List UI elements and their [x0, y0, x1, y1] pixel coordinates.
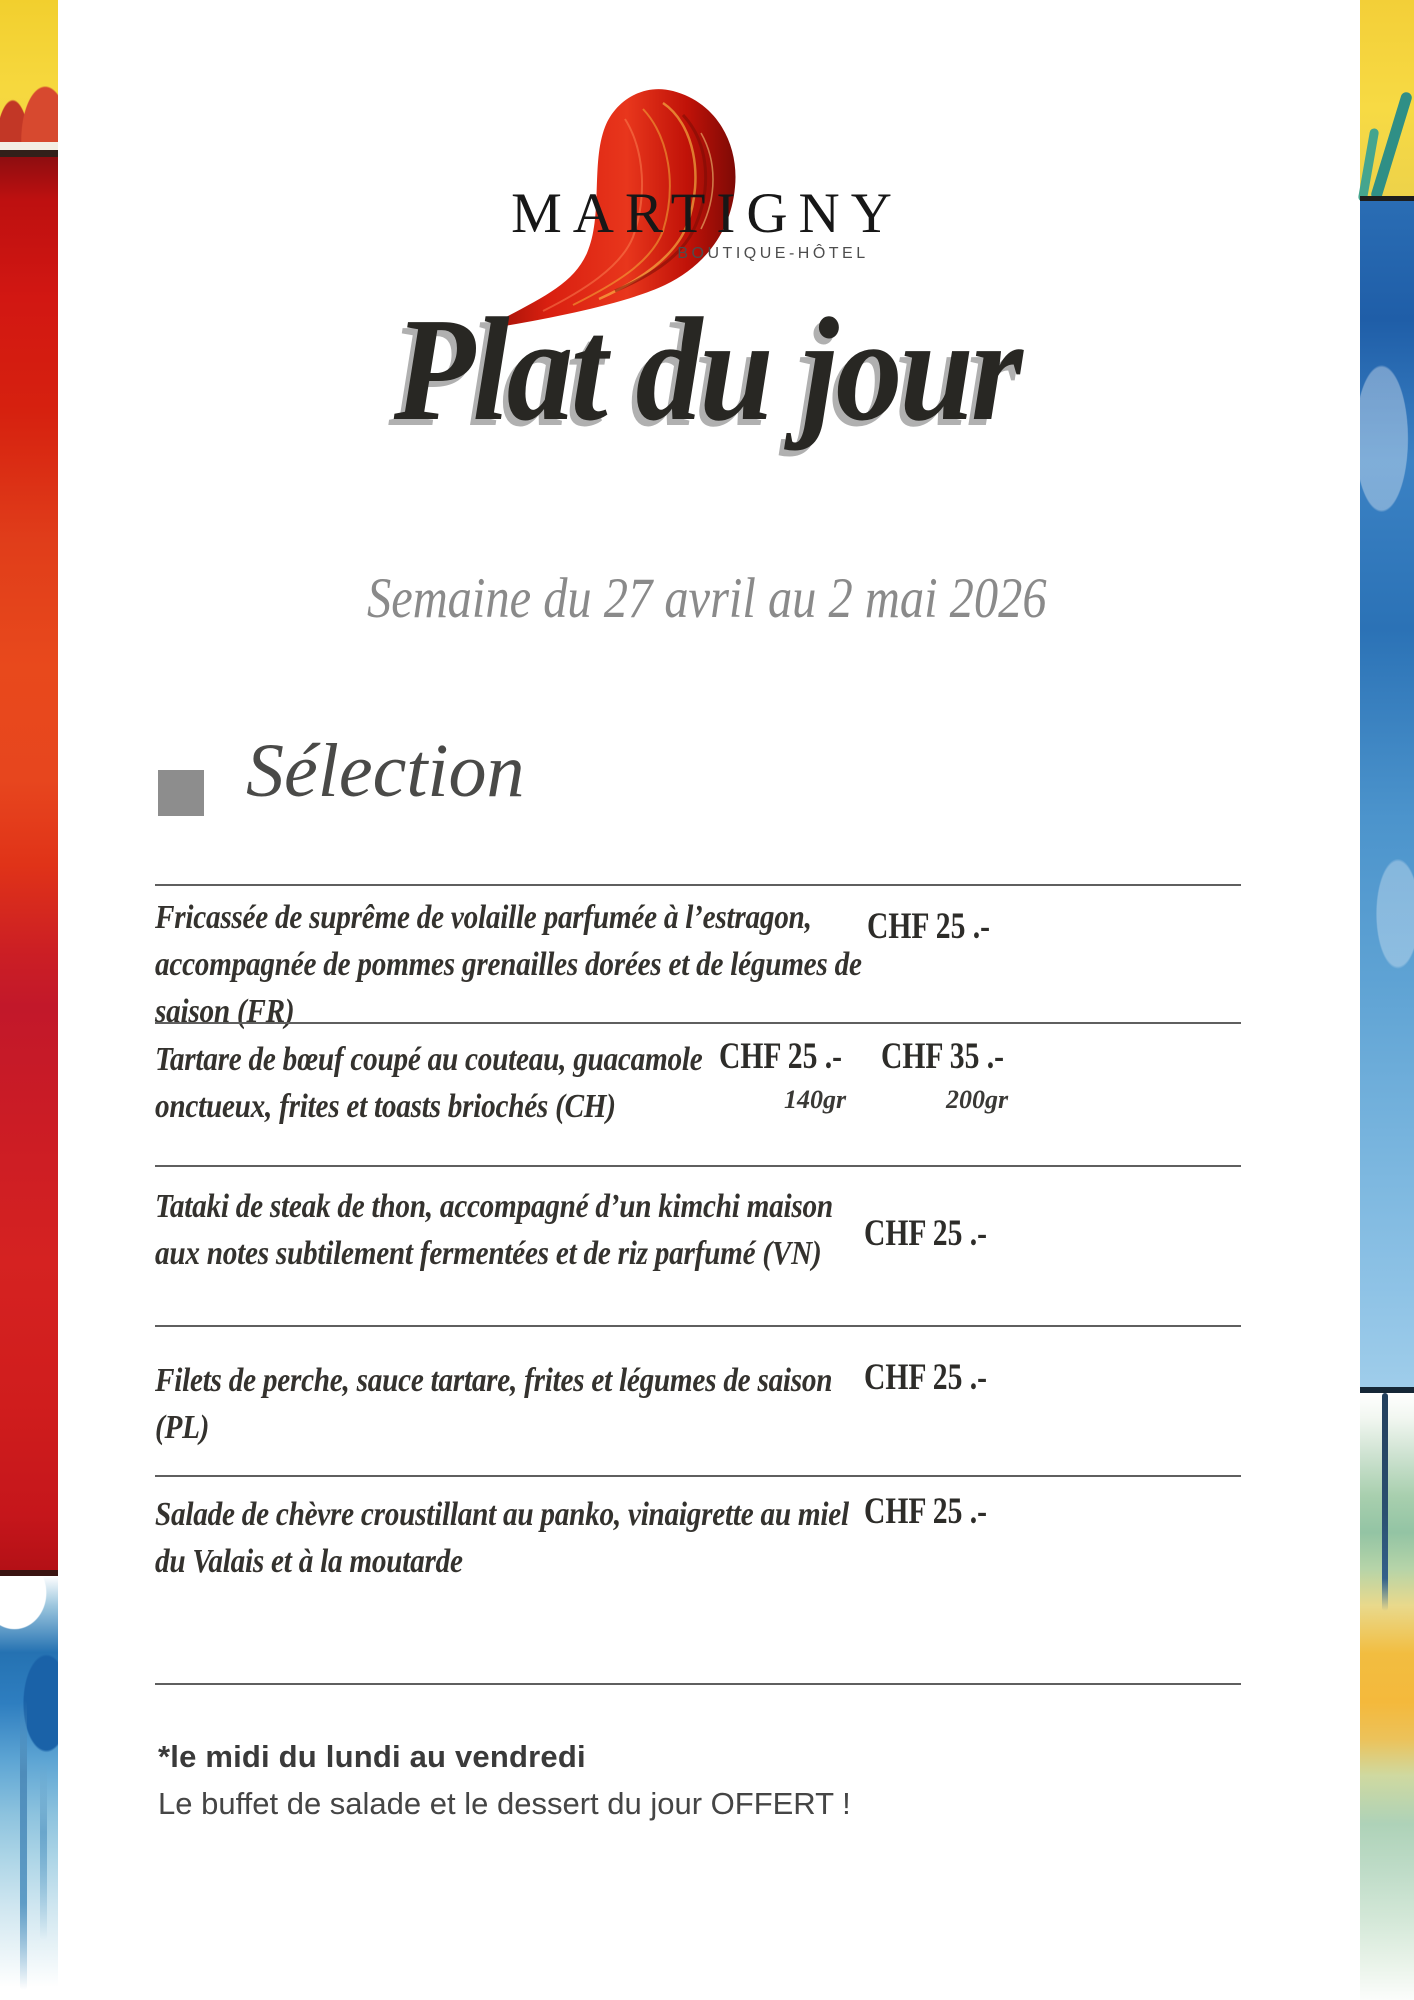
footer-note: [158, 1734, 851, 1827]
price-amount: CHF 25 .-: [864, 1357, 988, 1398]
footer-note-bold: *le midi du lundi au vendredi: [158, 1739, 586, 1774]
price-group: [867, 886, 1241, 1022]
portion-label: 200gr: [945, 1084, 1009, 1114]
price-amount: CHF 25 .-: [867, 906, 991, 947]
paint-drip: [20, 1700, 27, 1990]
dish-name: Filets de perche, sauce tartare, frites et légumes de saison (PL): [155, 1362, 833, 1446]
section-header: [158, 724, 525, 819]
dish-name: Salade de chèvre croustillant au panko, vinaigrette au miel du Valais et à la moutarde: [155, 1496, 849, 1580]
section-title: Sélection: [246, 729, 525, 813]
price-group: [864, 1167, 1241, 1325]
menu-item-row: [155, 1475, 1241, 1683]
hotel-tagline: BOUTIQUE-HÔTEL: [677, 245, 869, 262]
price-column: [881, 1036, 1052, 1115]
dish-name: Tataki de steak de thon, accompagné d’un kimchi maison aux notes subtilement fermentées et de riz parfumé (VN): [155, 1188, 833, 1272]
menu-item-row: [155, 1325, 1241, 1475]
dish-name: Fricassée de suprême de volaille parfumée à l’estragon, accompagnée de pommes grenailles dorées et de légumes de saison (FR): [155, 899, 862, 1030]
price-group: [719, 1024, 1241, 1165]
price-amount: CHF 25 .-: [864, 1213, 988, 1254]
hotel-name: MARTIGNY: [511, 182, 903, 245]
price-amount: CHF 25 .-: [864, 1491, 988, 1532]
price-column: [867, 906, 1038, 949]
price-amount: CHF 35 .-: [881, 1036, 1005, 1077]
price-column: [864, 1491, 1035, 1534]
paint-drip: [1382, 1393, 1388, 1611]
price-group: [864, 1477, 1241, 1683]
price-column: [719, 1036, 890, 1115]
price-amount: CHF 25 .-: [719, 1036, 843, 1077]
square-bullet-icon: [158, 770, 204, 816]
price-column: [864, 1213, 1035, 1256]
menu-item-row: [155, 1022, 1241, 1165]
week-subtitle: Semaine du 27 avril au 2 mai 2026: [367, 567, 1047, 630]
portion-label: 140gr: [783, 1084, 847, 1114]
divider: [155, 1683, 1241, 1685]
page-title: Plat du jour: [393, 288, 1021, 452]
footer-note-text: Le buffet de salade et le dessert du jour OFFERT !: [158, 1785, 851, 1821]
menu-item-row: [155, 1165, 1241, 1325]
dish-name: Tartare de bœuf coupé au couteau, guacamole onctueux, frites et toasts briochés (CH): [155, 1041, 703, 1125]
paint-drip: [40, 1760, 47, 1940]
paint-blue-bottom-left: [0, 1576, 58, 2000]
price-group: [864, 1327, 1241, 1475]
menu-item-row: [155, 884, 1241, 1030]
menu-list: [155, 884, 1241, 1685]
price-column: [864, 1357, 1035, 1400]
